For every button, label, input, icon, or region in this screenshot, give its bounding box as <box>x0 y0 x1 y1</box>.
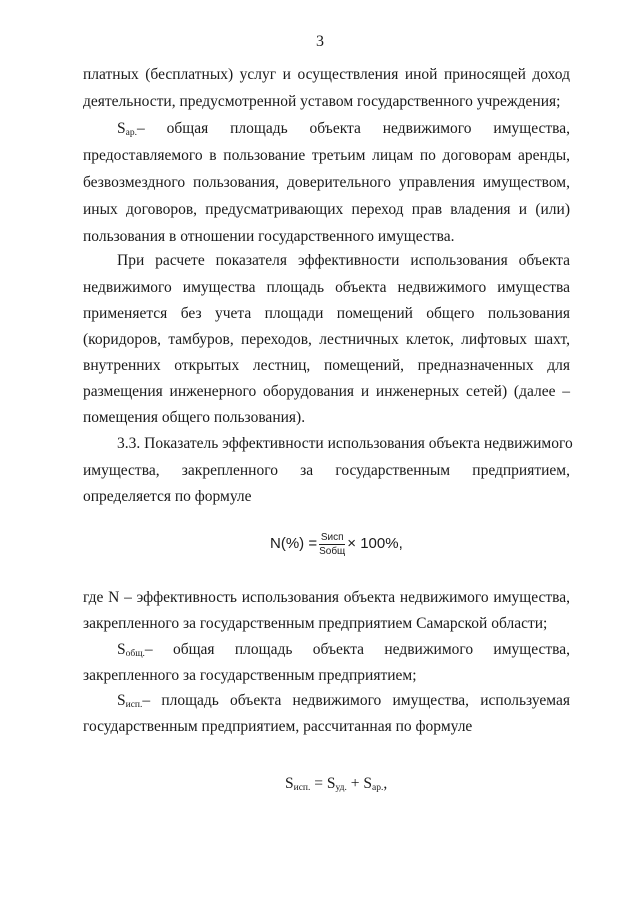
text-line: недвижимого имущества площадь объекта недвижимого имущества <box>83 279 570 296</box>
text-line: имущества, закрепленного за государственным предприятием, <box>83 462 570 479</box>
text-line: размещения инженерного оборудования и инженерных сетей) (далее – <box>83 383 570 400</box>
formula-efficiency <box>270 532 403 557</box>
subscript-isp: исп. <box>125 700 143 710</box>
definition-text: – площадь объекта недвижимого имущества, используемая <box>142 692 570 709</box>
text-line: 3.3. Показатель эффективности использования объекта недвижимого <box>117 435 573 452</box>
text-line: где N – эффективность использования объекта недвижимого имущества, <box>83 589 570 606</box>
definition-s-obsh <box>117 640 570 664</box>
text-line: внутренних открытых лестниц, помещений, предназначенных для <box>83 357 570 374</box>
definition-text: – общая площадь объекта недвижимого имущества, <box>136 120 570 137</box>
text-line: государственным предприятием, рассчитанная по формуле <box>83 718 473 735</box>
text-line: деятельности, предусмотренной уставом государственного учреждения; <box>83 93 561 110</box>
subscript-ar: ар. <box>372 783 384 793</box>
subscript-isp: исп. <box>293 783 311 793</box>
formula-denominator: Sобщ <box>319 546 346 557</box>
plus-sign: + <box>346 775 364 792</box>
subscript-obsh: общ. <box>125 649 145 659</box>
subscript-ar: ар. <box>125 128 137 138</box>
symbol-s: S <box>363 775 373 792</box>
formula-lhs: N(%) = <box>270 535 318 553</box>
formula-rhs: × 100%, <box>347 535 403 553</box>
formula-fraction <box>319 532 345 557</box>
page-number: 3 <box>316 33 324 50</box>
definition-text: – общая площадь объекта недвижимого имущества, <box>144 641 570 658</box>
text-line: определяется по формуле <box>83 488 252 505</box>
equals-sign: = <box>310 775 327 792</box>
definition-s-isp <box>117 691 570 715</box>
text-line: закрепленного за государственным предприятием; <box>83 667 417 684</box>
subscript-ud: уд. <box>335 783 347 793</box>
text-line: безвозмездного пользования, доверительного управления имуществом, <box>83 174 570 191</box>
text-line: закрепленного за государственным предприятием Самарской области; <box>83 615 548 632</box>
formula-numerator: Sисп <box>320 532 344 543</box>
text-line: помещения общего пользования). <box>83 409 306 426</box>
symbol-s: S <box>117 120 126 137</box>
formula-area-used <box>285 775 387 793</box>
symbol-s: S <box>285 775 294 792</box>
definition-s-ar <box>117 119 570 143</box>
text-line: пользования в отношении государственного имущества. <box>83 228 455 245</box>
text-line: предоставляемого в пользование третьим лицам по договорам аренды, <box>83 147 570 164</box>
text-line: платных (бесплатных) услуг и осуществления иной приносящей доход <box>83 66 570 83</box>
formula-end: , <box>383 775 388 792</box>
symbol-s: S <box>326 775 336 792</box>
text-line: применяется без учета площади помещений общего пользования <box>83 305 570 322</box>
text-line: При расчете показателя эффективности использования объекта <box>117 252 570 269</box>
symbol-s: S <box>117 641 126 658</box>
text-line: иных договоров, предусматривающих переход прав владения и (или) <box>83 201 570 218</box>
text-line: (коридоров, тамбуров, переходов, лестничных клеток, лифтовых шахт, <box>83 331 570 348</box>
symbol-s: S <box>117 692 126 709</box>
